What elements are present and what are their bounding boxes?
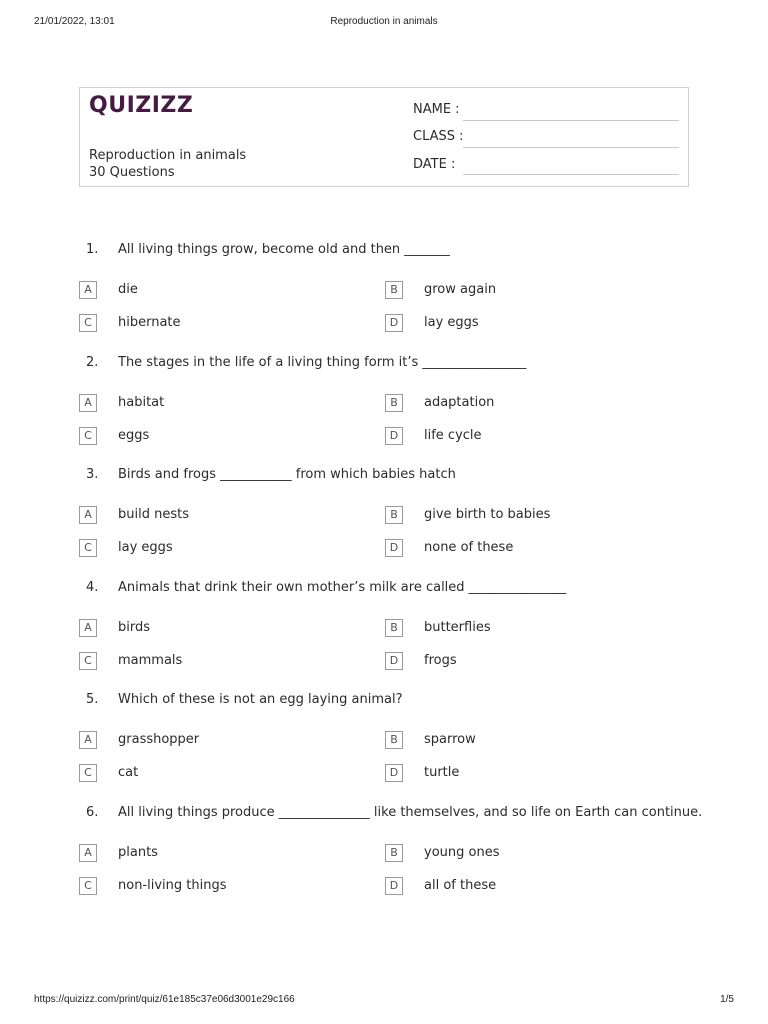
- option-letter-box[interactable]: D: [385, 427, 403, 445]
- option-letter-box[interactable]: A: [79, 619, 97, 637]
- print-footer: [0, 994, 768, 1008]
- option-letter-box[interactable]: A: [79, 731, 97, 749]
- option-letter-box[interactable]: C: [79, 652, 97, 670]
- option-letter-box[interactable]: C: [79, 539, 97, 557]
- question-5: [0, 692, 768, 792]
- quiz-title: Reproduction in animals: [89, 148, 247, 163]
- option-letter-box[interactable]: C: [79, 877, 97, 895]
- print-url: https://quizizz.com/print/quiz/61e185c37e06d3001e29c166: [34, 994, 295, 1005]
- question-number: 4.: [86, 579, 99, 595]
- option-label: non-living things: [118, 877, 227, 893]
- option-letter-box[interactable]: B: [385, 281, 403, 299]
- option-label: lay eggs: [118, 540, 173, 555]
- option-label: give birth to babies: [424, 507, 551, 522]
- option-label: die: [118, 282, 138, 297]
- question-6: [0, 805, 768, 905]
- option-label: all of these: [424, 877, 497, 893]
- option-letter-box[interactable]: B: [385, 844, 403, 862]
- option-label: adaptation: [424, 394, 495, 410]
- option-letter-box[interactable]: B: [385, 619, 403, 637]
- print-datetime: 21/01/2022, 13:01: [34, 16, 115, 27]
- question-text: Birds and frogs ___________ from which babies hatch: [118, 467, 456, 482]
- option-letter-box[interactable]: C: [79, 427, 97, 445]
- print-page-title: Reproduction in animals: [330, 16, 438, 27]
- option-letter-box[interactable]: A: [79, 844, 97, 862]
- question-3: [0, 467, 768, 567]
- option-letter-box[interactable]: D: [385, 314, 403, 332]
- class-label: CLASS :: [413, 129, 464, 144]
- option-letter-box[interactable]: A: [79, 281, 97, 299]
- option-letter-box[interactable]: C: [79, 314, 97, 332]
- option-label: birds: [118, 619, 151, 635]
- option-label: hibernate: [118, 315, 181, 330]
- quizizz-logo: QUIZIZZ: [89, 93, 194, 118]
- worksheet-header: [79, 87, 689, 187]
- question-2: [0, 355, 768, 455]
- option-label: life cycle: [424, 427, 482, 443]
- question-count: 30 Questions: [89, 165, 175, 180]
- option-label: grow again: [424, 282, 497, 297]
- option-label: build nests: [118, 507, 189, 522]
- option-label: lay eggs: [424, 315, 479, 330]
- date-field[interactable]: [463, 174, 679, 175]
- option-label: cat: [118, 765, 139, 780]
- option-letter-box[interactable]: B: [385, 506, 403, 524]
- option-letter-box[interactable]: B: [385, 394, 403, 412]
- print-header: [0, 16, 768, 30]
- option-letter-box[interactable]: A: [79, 506, 97, 524]
- question-number: 2.: [86, 354, 99, 370]
- option-letter-box[interactable]: D: [385, 652, 403, 670]
- question-number: 6.: [86, 804, 99, 820]
- question-number: 1.: [86, 242, 99, 257]
- name-label: NAME :: [413, 102, 460, 117]
- date-label: DATE :: [413, 157, 456, 172]
- option-label: sparrow: [424, 732, 476, 747]
- option-label: young ones: [424, 844, 500, 860]
- option-label: eggs: [118, 427, 150, 443]
- option-label: habitat: [118, 394, 165, 410]
- question-number: 3.: [86, 467, 99, 482]
- question-text: Which of these is not an egg laying animal?: [118, 692, 403, 707]
- question-text: Animals that drink their own mother’s milk are called _______________: [118, 579, 567, 595]
- option-label: turtle: [424, 765, 460, 780]
- question-text: All living things produce ______________ like themselves, and so life on Earth can continue.: [118, 804, 703, 820]
- option-letter-box[interactable]: D: [385, 764, 403, 782]
- question-text: The stages in the life of a living thing form it’s ________________: [118, 354, 527, 370]
- option-letter-box[interactable]: A: [79, 394, 97, 412]
- option-label: mammals: [118, 652, 183, 668]
- option-label: frogs: [424, 652, 457, 668]
- option-label: grasshopper: [118, 732, 200, 747]
- question-4: [0, 580, 768, 680]
- name-field[interactable]: [463, 120, 679, 121]
- option-letter-box[interactable]: D: [385, 539, 403, 557]
- option-letter-box[interactable]: D: [385, 877, 403, 895]
- question-text: All living things grow, become old and then _______: [118, 242, 450, 257]
- option-letter-box[interactable]: B: [385, 731, 403, 749]
- print-page-number: 1/5: [720, 994, 734, 1005]
- option-label: plants: [118, 844, 158, 860]
- question-1: [0, 242, 768, 342]
- question-number: 5.: [86, 692, 99, 707]
- class-field[interactable]: [463, 147, 679, 148]
- option-label: none of these: [424, 540, 514, 555]
- option-label: butterflies: [424, 619, 491, 635]
- option-letter-box[interactable]: C: [79, 764, 97, 782]
